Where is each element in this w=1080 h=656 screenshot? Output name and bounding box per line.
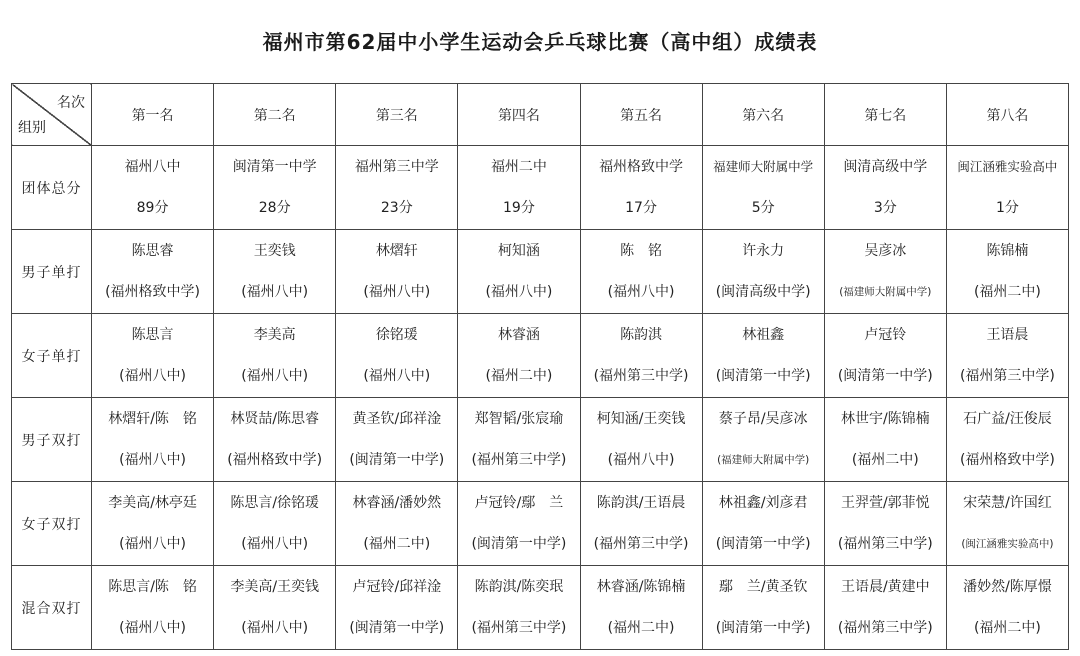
result-cell-content [336, 566, 457, 649]
result-name: 陈韵淇/陈奕珉 [474, 578, 564, 595]
result-school: (福州八中) [607, 452, 675, 469]
result-name: 陈韵淇 [620, 326, 663, 343]
result-name: 王语晨/黄建中 [840, 578, 930, 595]
result-name: 宋荣慧/许国红 [963, 494, 1052, 511]
group-label: 团体总分 [12, 146, 92, 230]
result-name: 陈思言/陈 铭 [108, 578, 197, 595]
table-row-mens-doubles [12, 398, 1069, 482]
result-cell-content [336, 230, 457, 313]
result-name: 李美高 [253, 326, 296, 343]
rank-header-4: 第四名 [458, 84, 580, 146]
result-cell [824, 314, 946, 398]
result-cell-content [581, 230, 702, 313]
result-school: 5分 [751, 200, 775, 217]
result-cell [214, 146, 336, 230]
result-school: (闽清第一中学) [349, 452, 445, 469]
result-cell-content [214, 314, 335, 397]
result-school: (福州八中) [485, 284, 553, 301]
rank-header-1: 第一名 [92, 84, 214, 146]
result-cell [92, 230, 214, 314]
result-cell-content [92, 482, 213, 565]
result-school: (福州第三中学) [837, 620, 933, 637]
result-name: 闽清高级中学 [843, 158, 928, 175]
result-cell-content [336, 398, 457, 481]
result-cell-content [947, 314, 1068, 397]
group-label: 男子双打 [12, 398, 92, 482]
result-cell [824, 566, 946, 650]
corner-rank-label: 名次 [57, 95, 85, 111]
result-cell-content [458, 230, 579, 313]
result-cell-content [581, 398, 702, 481]
result-cell-content [581, 314, 702, 397]
result-cell [702, 566, 824, 650]
result-school: (福州二中) [973, 284, 1041, 301]
result-name: 林熠轩 [375, 242, 418, 259]
result-cell [336, 146, 458, 230]
result-school: (福州八中) [119, 620, 187, 637]
corner-cell [12, 84, 92, 146]
result-cell [946, 482, 1068, 566]
result-school: (福州八中) [241, 368, 309, 385]
result-cell [92, 482, 214, 566]
result-name: 卢冠铃/鄢 兰 [474, 494, 564, 511]
result-school: (闽清第一中学) [715, 536, 811, 553]
result-school: (福州八中) [241, 284, 309, 301]
result-cell [214, 482, 336, 566]
result-name: 柯知涵/王奕钱 [596, 410, 686, 427]
result-cell [458, 314, 580, 398]
result-name: 鄢 兰/黄圣钦 [718, 578, 808, 595]
result-cell [458, 566, 580, 650]
result-school: (福建师大附属中学) [717, 454, 810, 467]
result-school: 3分 [873, 200, 897, 217]
result-cell-content [947, 398, 1068, 481]
result-school: (福州八中) [119, 452, 187, 469]
result-cell [824, 482, 946, 566]
table-row-mens-singles [12, 230, 1069, 314]
group-label: 男子单打 [12, 230, 92, 314]
result-school: 28分 [258, 200, 291, 217]
rank-header-3: 第三名 [336, 84, 458, 146]
rank-header-8: 第八名 [946, 84, 1068, 146]
result-cell-content [336, 482, 457, 565]
result-name: 林熠轩/陈 铭 [108, 410, 197, 427]
result-school: (福州八中) [363, 368, 431, 385]
result-cell-content [581, 566, 702, 649]
result-school: (福州第三中学) [593, 368, 689, 385]
result-cell [580, 146, 702, 230]
group-label: 女子双打 [12, 482, 92, 566]
result-name: 李美高/王奕钱 [230, 578, 320, 595]
result-cell [92, 566, 214, 650]
result-school: (闽清第一中学) [715, 620, 811, 637]
result-cell [458, 230, 580, 314]
result-cell-content [947, 230, 1068, 313]
table-row-womens-doubles [12, 482, 1069, 566]
result-cell-content [703, 398, 824, 481]
result-cell [458, 482, 580, 566]
result-cell [702, 230, 824, 314]
result-name: 陈 铭 [620, 242, 663, 259]
result-school: (福州第三中学) [837, 536, 933, 553]
result-cell-content [214, 566, 335, 649]
result-cell [580, 398, 702, 482]
result-cell [336, 230, 458, 314]
result-school: (闽江涵雅实验高中) [961, 538, 1054, 551]
result-name: 蔡子昂/吴彦冰 [718, 410, 808, 427]
corner-group-label: 组别 [18, 120, 46, 136]
result-name: 福州格致中学 [599, 158, 684, 175]
result-name: 黄圣钦/邱祥淦 [352, 410, 442, 427]
result-school: (福建师大附属中学) [839, 286, 932, 299]
result-cell-content [458, 398, 579, 481]
result-school: (福州二中) [607, 620, 675, 637]
rank-header-2: 第二名 [214, 84, 336, 146]
result-cell [946, 314, 1068, 398]
result-name: 陈思睿 [131, 242, 174, 259]
result-cell-content [825, 566, 946, 649]
result-cell-content [825, 314, 946, 397]
result-cell-content [825, 398, 946, 481]
result-cell [702, 314, 824, 398]
result-cell [946, 230, 1068, 314]
result-school: 1分 [995, 200, 1019, 217]
result-name: 林祖鑫 [742, 326, 785, 343]
result-cell-content [458, 566, 579, 649]
result-name: 卢冠铃/邱祥淦 [352, 578, 442, 595]
result-cell [336, 398, 458, 482]
result-school: (福州第三中学) [959, 368, 1055, 385]
result-cell [702, 146, 824, 230]
result-cell [580, 314, 702, 398]
result-cell [946, 146, 1068, 230]
result-school: (福州二中) [973, 620, 1041, 637]
table-row-mixed-doubles [12, 566, 1069, 650]
result-school: (福州八中) [241, 620, 309, 637]
result-cell-content [947, 566, 1068, 649]
result-cell-content [581, 482, 702, 565]
result-name: 李美高/林亭廷 [108, 494, 197, 511]
rank-header-6: 第六名 [702, 84, 824, 146]
result-name: 卢冠铃 [864, 326, 907, 343]
group-label: 女子单打 [12, 314, 92, 398]
result-cell-content [825, 230, 946, 313]
result-school: (福州第三中学) [593, 536, 689, 553]
result-name: 福州第三中学 [354, 158, 439, 175]
result-name: 林世宇/陈锦楠 [840, 410, 930, 427]
result-name: 郑智韬/张宸瑜 [474, 410, 564, 427]
result-school: 19分 [503, 200, 535, 217]
result-school: 23分 [380, 200, 413, 217]
page-title: 福州市第62届中小学生运动会乒乓球比赛（高中组）成绩表 [262, 30, 818, 54]
result-school: (福州二中) [363, 536, 431, 553]
result-cell [214, 314, 336, 398]
result-cell-content [703, 230, 824, 313]
result-cell-content [947, 482, 1068, 565]
result-cell [824, 146, 946, 230]
result-school: (福州八中) [363, 284, 431, 301]
result-cell [580, 566, 702, 650]
rank-header-5: 第五名 [580, 84, 702, 146]
result-name: 王语晨 [986, 326, 1029, 343]
result-name: 王羿萱/郭菲悦 [840, 494, 930, 511]
result-cell-content [825, 482, 946, 565]
result-cell-content [703, 482, 824, 565]
result-name: 闽江涵雅实验高中 [957, 158, 1058, 174]
result-name: 闽清第一中学 [232, 158, 317, 175]
result-cell-content [581, 146, 702, 229]
result-school: (福州格致中学) [959, 452, 1055, 469]
result-name: 柯知涵 [497, 242, 540, 259]
result-name: 陈思言/徐铭瑗 [230, 494, 320, 511]
result-cell-content [825, 146, 946, 229]
result-cell-content [214, 230, 335, 313]
result-name: 福州八中 [124, 158, 181, 175]
result-cell [824, 230, 946, 314]
result-school: (福州第三中学) [471, 452, 567, 469]
result-school: (福州八中) [241, 536, 309, 553]
result-school: (闽清高级中学) [715, 284, 811, 301]
result-cell-content [214, 398, 335, 481]
result-school: (福州八中) [119, 368, 187, 385]
result-cell-content [92, 566, 213, 649]
result-name: 陈锦楠 [986, 242, 1029, 259]
result-school: (福州八中) [119, 536, 187, 553]
result-school: (福州二中) [851, 452, 919, 469]
result-name: 林睿涵/陈锦楠 [596, 578, 686, 595]
result-cell-content [336, 314, 457, 397]
result-cell [336, 482, 458, 566]
result-name: 陈韵淇/王语晨 [596, 494, 686, 511]
result-cell-content [92, 398, 213, 481]
result-school: (福州第三中学) [471, 620, 567, 637]
result-name: 吴彦冰 [864, 242, 907, 259]
result-name: 林睿涵 [497, 326, 540, 343]
result-school: (福州八中) [607, 284, 675, 301]
result-school: (福州二中) [485, 368, 553, 385]
result-cell [580, 482, 702, 566]
result-cell [824, 398, 946, 482]
result-school: (闽清第一中学) [837, 368, 933, 385]
result-cell [214, 566, 336, 650]
result-school: (闽清第一中学) [349, 620, 445, 637]
result-school: (闽清第一中学) [471, 536, 567, 553]
table-row-team-total [12, 146, 1069, 230]
header-row [12, 84, 1069, 146]
rank-header-7: 第七名 [824, 84, 946, 146]
result-name: 徐铭瑗 [375, 326, 418, 343]
result-cell [458, 398, 580, 482]
result-cell-content [703, 146, 824, 229]
result-cell [214, 398, 336, 482]
result-cell-content [214, 146, 335, 229]
result-cell-content [336, 146, 457, 229]
result-name: 福州二中 [490, 158, 547, 175]
results-table [11, 83, 1069, 650]
group-label: 混合双打 [12, 566, 92, 650]
result-cell-content [703, 566, 824, 649]
result-name: 陈思言 [131, 326, 174, 343]
result-school: (福州格致中学) [105, 284, 201, 301]
result-name: 许永力 [742, 242, 785, 259]
result-name: 潘妙然/陈厚憬 [963, 578, 1052, 595]
result-cell-content [92, 230, 213, 313]
result-name: 林睿涵/潘妙然 [352, 494, 442, 511]
result-cell [92, 146, 214, 230]
result-cell-content [458, 314, 579, 397]
result-cell-content [458, 482, 579, 565]
result-cell-content [458, 146, 579, 229]
result-cell-content [214, 482, 335, 565]
result-school: 89分 [136, 200, 169, 217]
result-cell [214, 230, 336, 314]
result-cell [946, 566, 1068, 650]
result-school: 17分 [625, 200, 657, 217]
table-row-womens-singles [12, 314, 1069, 398]
result-name: 林贤喆/陈思睿 [230, 410, 320, 427]
result-name: 福建师大附属中学 [713, 158, 814, 174]
result-name: 王奕钱 [253, 242, 296, 259]
result-cell [946, 398, 1068, 482]
result-cell [92, 314, 214, 398]
result-name: 林祖鑫/刘彦君 [718, 494, 808, 511]
result-cell [458, 146, 580, 230]
result-cell-content [92, 314, 213, 397]
result-school: (闽清第一中学) [715, 368, 811, 385]
result-cell-content [947, 146, 1068, 229]
result-cell [336, 566, 458, 650]
result-cell [580, 230, 702, 314]
result-cell-content [92, 146, 213, 229]
result-cell [92, 398, 214, 482]
result-name: 石广益/汪俊辰 [963, 410, 1052, 427]
result-school: (福州格致中学) [227, 452, 323, 469]
result-cell-content [703, 314, 824, 397]
result-cell [702, 398, 824, 482]
result-cell [336, 314, 458, 398]
result-cell [702, 482, 824, 566]
